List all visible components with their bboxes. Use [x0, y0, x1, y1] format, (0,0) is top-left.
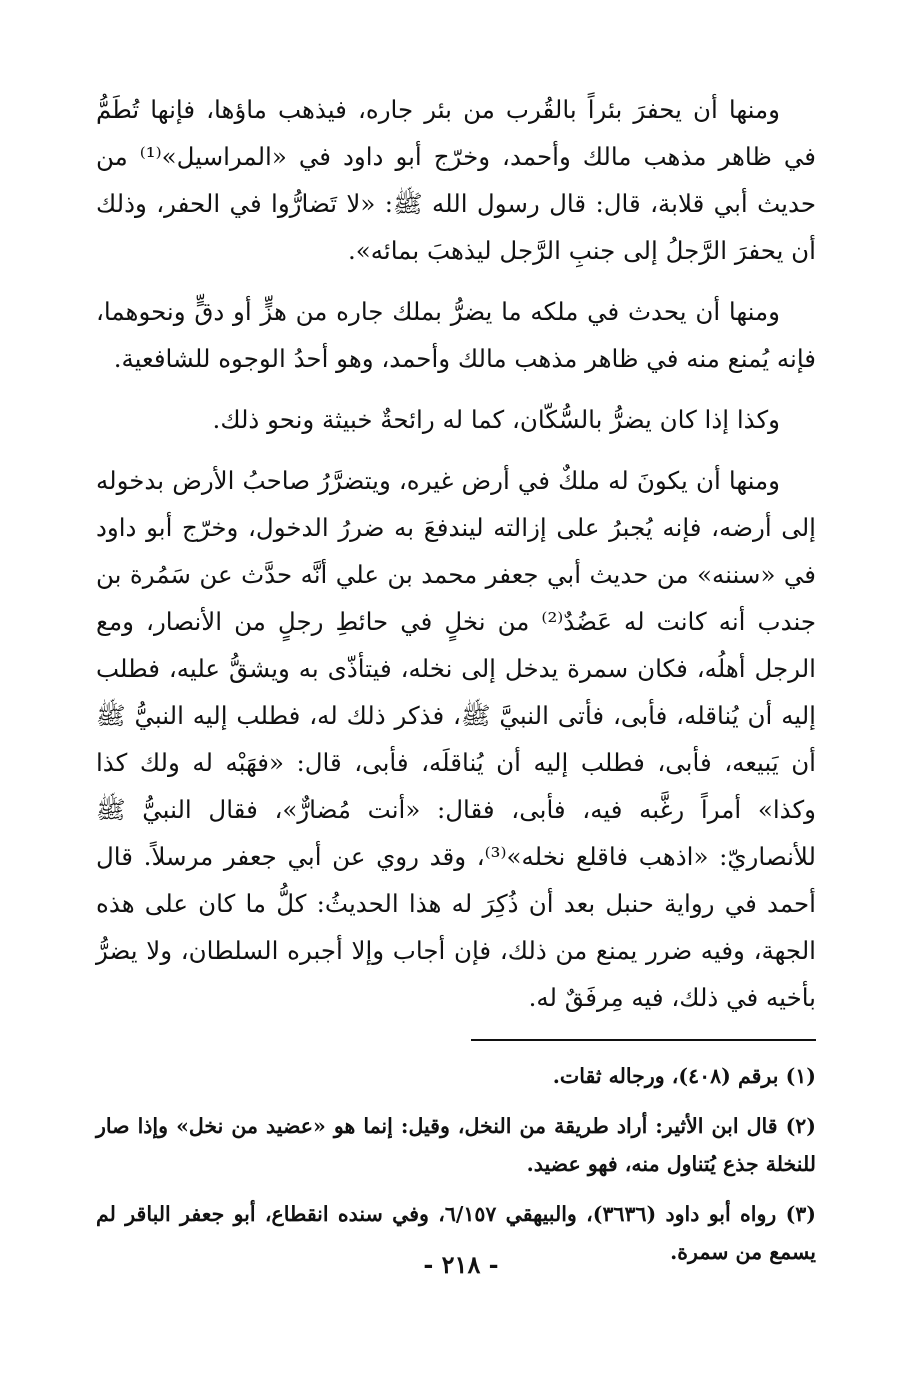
footnotes [96, 1057, 816, 1271]
footnote-separator [471, 1039, 816, 1041]
main-text [96, 86, 816, 1021]
paragraph-property-in-others-land: ومنها أن يكونَ له ملكٌ في أرض غيره، ويتضرَّرُ صاحبُ الأرض بدخوله إلى أرضه، فإنه يُجبرُ على إزالته ليندفعَ به ضررُ الدخول، وخرّج أبو داود في «سننه» من حديث أبي جعفر محمد بن علي أنَّه حدَّث عن سَمُرة بن جندب أنه كانت له عَضُدٌ⁽²⁾ من نخلٍ في حائطِ رجلٍ من الأنصار، ومع الرجل أهلُه، فكان سمرة يدخل إلى نخله، فيتأذّى به ويشقُّ عليه، فطلب إليه أن يُناقله، فأبى، فأتى النبيَّ ﷺ، فذكر ذلك له، فطلب إليه النبيُّ ﷺ أن يَبيعه، فأبى، فطلب إليه أن يُناقلَه، فأبى، قال: «فهَبْه له ولك كذا وكذا» أمراً رغَّبه فيه، فأبى، فقال: «أنت مُضارٌّ»، فقال النبيُّ ﷺ للأنصاريّ: «اذهب فاقلع نخله»⁽³⁾، وقد روي عن أبي جعفر مرسلاً. قال أحمد في رواية حنبل بعد أن ذُكِرَ له هذا الحديثُ: كلُّ ما كان على هذه الجهة، وفيه ضرر يمنع من ذلك، فإن أجاب وإلا أجبره السلطان، ولا يضرُّ بأخيه في ذلك، فيه مِرفَقٌ له. [96, 466, 816, 1012]
paragraph-harmful-vibration: ومنها أن يحدث في ملكه ما يضرُّ بملك جاره من هزٍّ أو دقٍّ ونحوهما، فإنه يُمنع منه في ظاهر مذهب مالك وأحمد، وهو أحدُ الوجوه للشافعية. [96, 297, 816, 373]
page-number: - ٢١٨ - [423, 1250, 499, 1279]
paragraph-harm-to-residents: وكذا إذا كان يضرُّ بالسُّكّان، كما له رائحةٌ خبيثة ونحو ذلك. [212, 405, 780, 434]
paragraph-well-digging: ومنها أن يحفرَ بئراً بالقُرب من بئر جاره، فيذهب ماؤها، فإنها تُطَمُّ في ظاهر مذهب مالك وأحمد، وخرّج أبو داود في «المراسيل»⁽¹⁾ من حديث أبي قلابة، قال: قال رسول الله ﷺ: «لا تَضارُّوا في الحفر، وذلك أن يحفرَ الرَّجلُ إلى جنبِ الرَّجل ليذهبَ بمائه». [96, 95, 816, 265]
footnote-1: (١) برقم (٤٠٨)، ورجاله ثقات. [552, 1064, 816, 1088]
footnote-3: (٣) رواه أبو داود (٣٦٣٦)، والبيهقي ٦/١٥٧، وفي سنده انقطاع، أبو جعفر الباقر لم يسمع من سمرة. [96, 1202, 816, 1264]
footnote-2: (٢) قال ابن الأثير: أراد طريقة من النخل، وقيل: إنما هو «عضيد من نخل» وإذا صار للنخلة جذع يُتناول منه، فهو عضيد. [96, 1114, 816, 1176]
